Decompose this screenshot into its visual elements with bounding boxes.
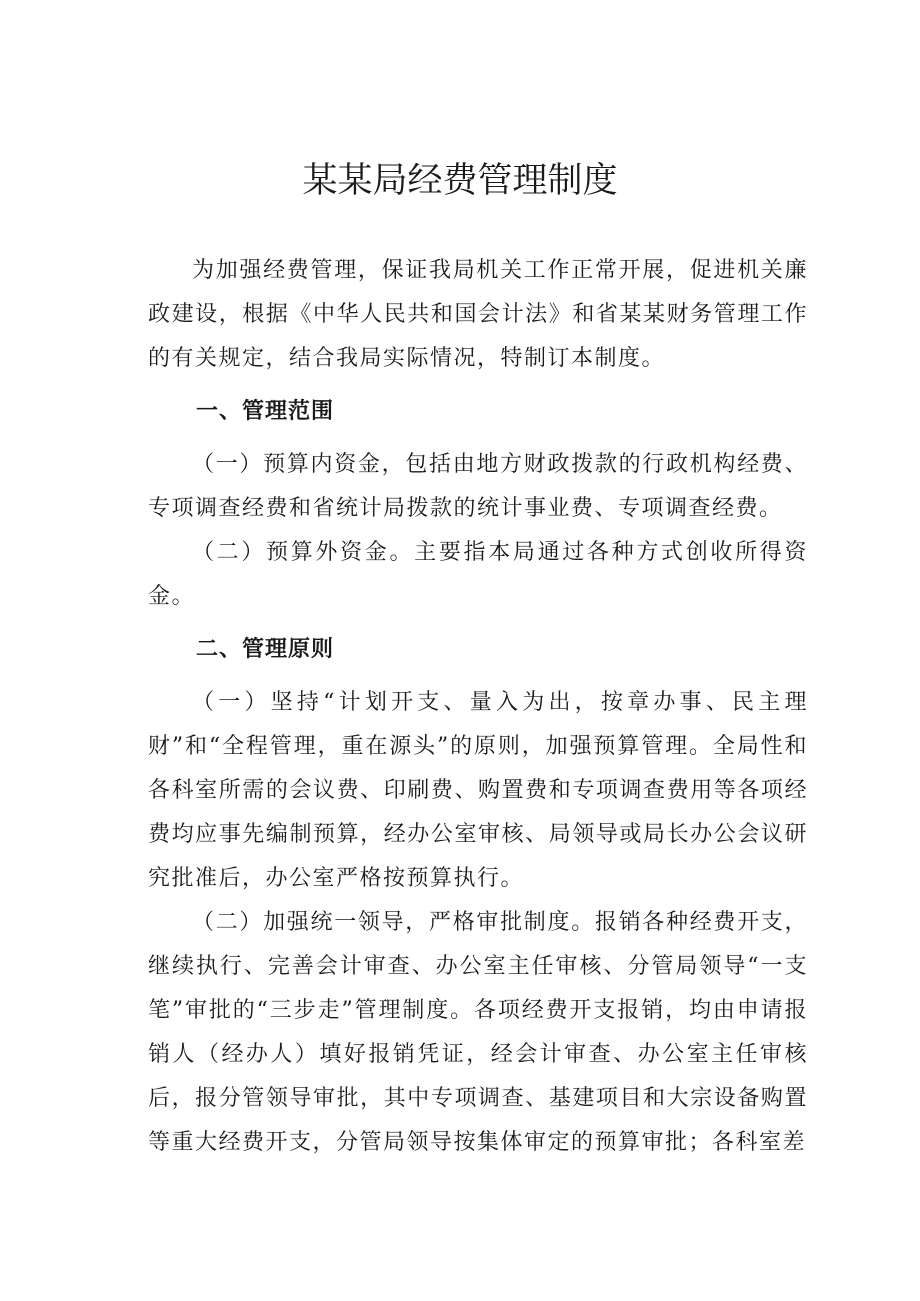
section-heading: 二、管理原则	[196, 637, 335, 662]
intro-paragraph: 为加强经费管理，保证我局机关工作正常开展，促进机关廉政建设，根据《中华人民共和国会计法》和省某某财务管理工作的有关规定，结合我局实际情况，特制订本制度。	[148, 258, 808, 371]
section-paragraph: （一）预算内资金，包括由地方财政拨款的行政机构经费、专项调查经费和省统计局拨款的统计事业费、专项调查经费。	[148, 452, 808, 521]
document-body	[148, 249, 808, 1165]
section-paragraph: （二）预算外资金。主要指本局通过各种方式创收所得资金。	[148, 540, 808, 609]
section-paragraph: （一）坚持“计划开支、量入为出，按章办事、民主理财”和“全程管理，重在源头”的原则，加强预算管理。全局性和各科室所需的会议费、印刷费、购置费和专项调查费用等各项经费均应事先编制预算，经办公室审核、局领导或局长办公会议研究批准后，办公室严格按预算执行。	[148, 690, 808, 891]
section-management-principles	[148, 619, 808, 1165]
document-title: 某某局经费管理制度	[302, 161, 618, 201]
section-heading: 一、管理范围	[196, 399, 335, 424]
section-management-scope	[148, 381, 808, 619]
section-paragraph: （二）加强统一领导，严格审批制度。报销各种经费开支，继续执行、完善会计审查、办公室主任审核、分管局领导“一支笔”审批的“三步走”管理制度。各项经费开支报销，均由申请报销人（经办人）填好报销凭证，经会计审查、办公室主任审核后，报分管领导审批，其中专项调查、基建项目和大宗设备购置等重大经费开支，分管局领导按集体审定的预算审批；各科室差	[148, 910, 808, 1155]
